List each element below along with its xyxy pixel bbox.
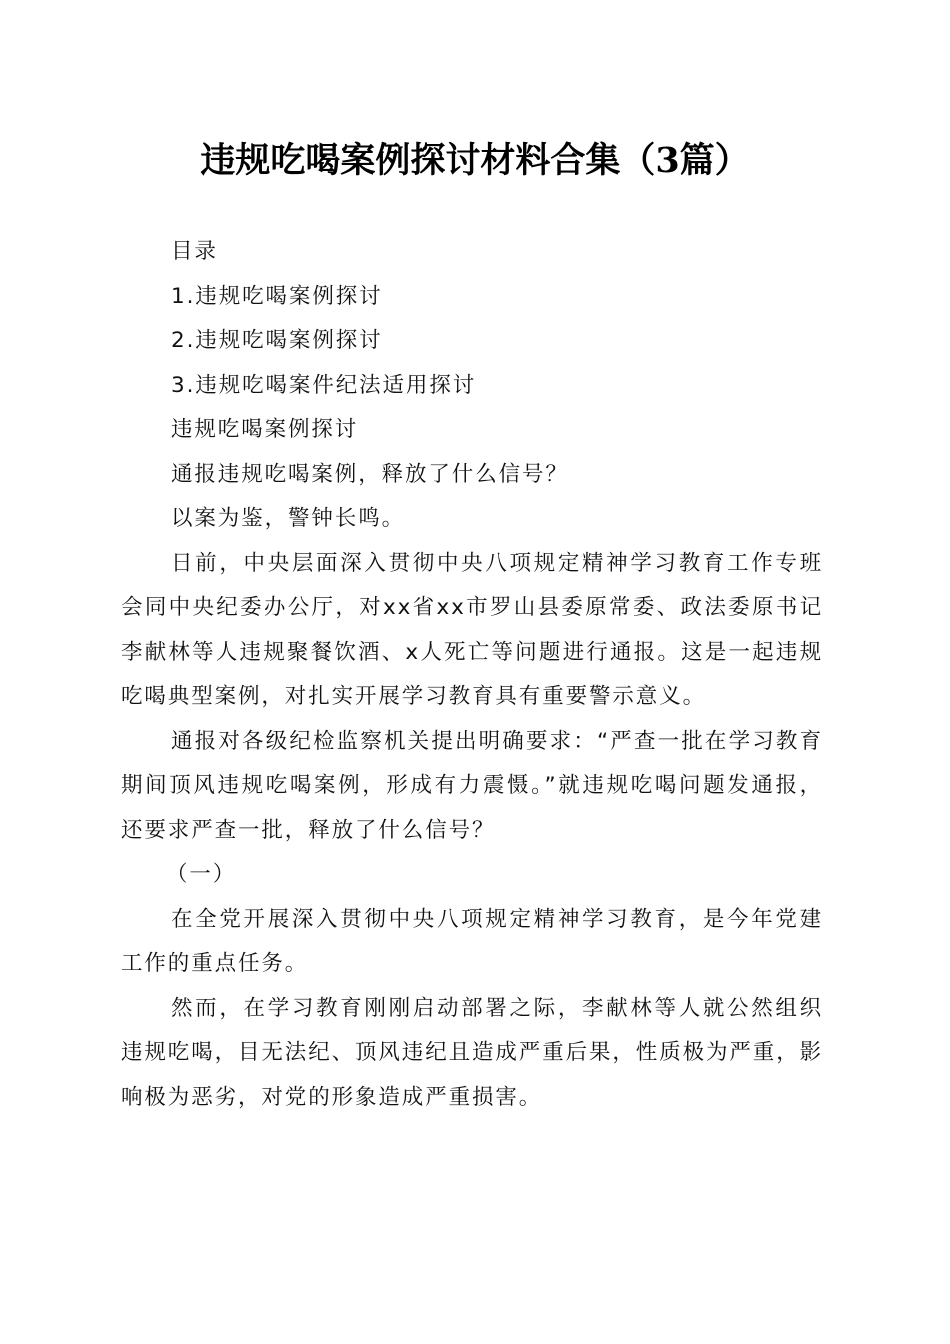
toc-item-2: 2.违规吃喝案例探讨 xyxy=(171,328,383,353)
paragraph: 日前，中央层面深入贯彻中央八项规定精神学习教育工作专班会同中央纪委办公厅，对xx省xx市罗山县委原常委、政法委原书记李献林等人违规聚餐饮酒、x人死亡等问题进行通报。这是一起违规吃喝典型案例，对扎实开展学习教育具有重要警示意义。 xyxy=(121,550,823,709)
toc-item-1: 1.违规吃喝案例探讨 xyxy=(171,283,383,309)
paragraph: 在全党开展深入贯彻中央八项规定精神学习教育，是今年党建工作的重点任务。 xyxy=(121,906,823,976)
article-lead: 以案为鉴，警钟长鸣。 xyxy=(171,506,406,531)
article-heading: 违规吃喝案例探讨 xyxy=(171,417,359,442)
paragraph: 然而，在学习教育刚刚启动部署之际，李献林等人就公然组织违规吃喝，目无法纪、顶风违纪且造成严重后果，性质极为严重，影响极为恶劣，对党的形象造成严重损害。 xyxy=(121,995,824,1110)
toc-item-3: 3.违规吃喝案件纪法适用探讨 xyxy=(171,372,477,398)
paragraph: 通报对各级纪检监察机关提出明确要求：“严查一批在学习教育期间顶风违规吃喝案例，形成有力震慑。”就违规吃喝问题发通报，还要求严查一批，释放了什么信号？ xyxy=(121,728,823,843)
document-body xyxy=(121,230,823,1120)
document-title: 违规吃喝案例探讨材料合集（3篇） xyxy=(200,140,750,181)
toc-heading: 目录 xyxy=(171,239,218,264)
article-subheading: 通报违规吃喝案例，释放了什么信号？ xyxy=(171,461,569,487)
section-marker: （一） xyxy=(166,862,237,887)
